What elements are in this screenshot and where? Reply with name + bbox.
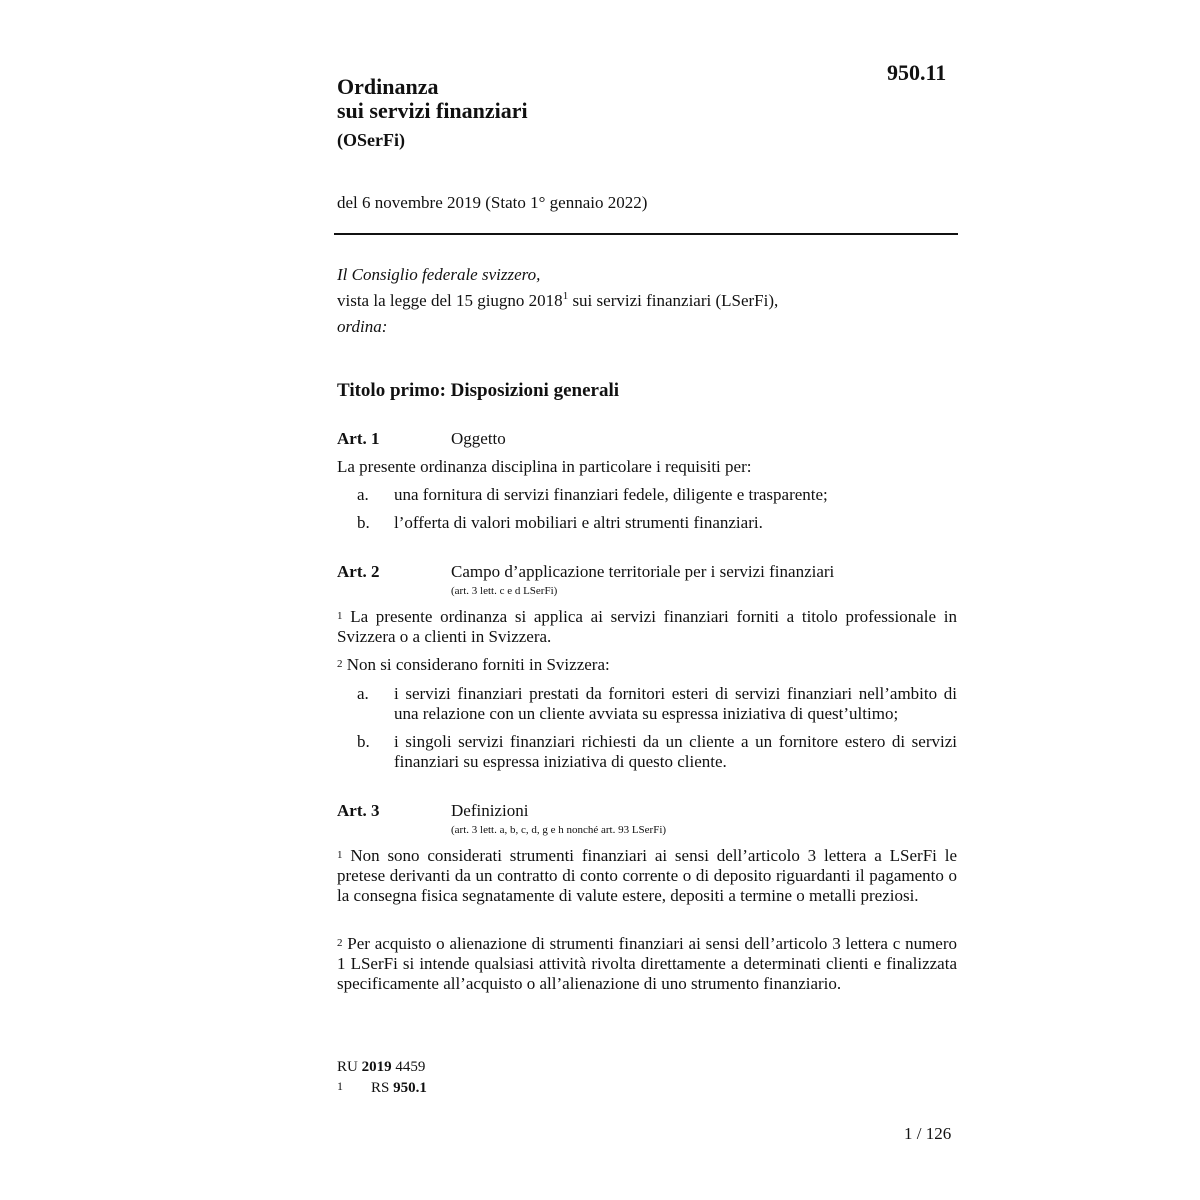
article-3-number: Art. 3 <box>337 801 380 820</box>
article-1-title: Oggetto <box>451 429 506 448</box>
article-2-item-a-letter: a. <box>357 684 369 703</box>
paragraph-text: Non sono considerati strumenti finanziari ai sensi dell’articolo 3 lettera a LSerFi le pretese derivanti da un contratto di conto corrente o di deposito riguardanti il pagamento o la consegna fisica segnatamente di valute estere, depositi a termine o metalli preziosi. <box>337 846 957 905</box>
preamble-authority: Il Consiglio federale svizzero, <box>337 265 541 284</box>
article-2-item-a-text: i servizi finanziari prestati da fornitori esteri di servizi finanziari nell’ambito di una relazione con un cliente avviata su espressa iniziativa di quest’ultimo; <box>394 684 957 723</box>
article-2-title: Campo d’applicazione territoriale per i servizi finanziari <box>451 562 835 581</box>
document-abbreviation: (OSerFi) <box>337 130 405 150</box>
preamble-basis <box>337 291 778 311</box>
article-1-item-a-text: una fornitura di servizi finanziari fedele, diligente e trasparente; <box>394 485 828 504</box>
document-date: del 6 novembre 2019 (Stato 1° gennaio 2022) <box>337 193 648 212</box>
article-3-paragraph-1 <box>337 846 957 906</box>
page-number: 1 / 126 <box>904 1124 952 1143</box>
article-1-number: Art. 1 <box>337 429 380 448</box>
preamble-basis-text: vista la legge del 15 giugno 2018 <box>337 291 563 310</box>
footnote-number: 1 <box>337 1079 343 1093</box>
article-3-title: Definizioni <box>451 801 529 820</box>
paragraph-number: 1 <box>337 610 343 622</box>
paragraph-number: 2 <box>337 937 343 949</box>
preamble-basis-text-end: sui servizi finanziari (LSerFi), <box>568 291 779 310</box>
preamble-ordina: ordina: <box>337 317 388 336</box>
paragraph-number: 1 <box>337 849 343 861</box>
paragraph-text: La presente ordinanza si applica ai servizi finanziari forniti a titolo professionale in Svizzera o a clienti in Svizzera. <box>337 607 957 646</box>
footnote-text <box>371 1080 427 1097</box>
header-divider <box>334 233 958 235</box>
article-3-reference: (art. 3 lett. a, b, c, d, g e h nonché art. 93 LSerFi) <box>451 824 667 836</box>
paragraph-number: 2 <box>337 658 343 670</box>
article-3-paragraph-2 <box>337 934 957 994</box>
article-1-item-a-letter: a. <box>357 485 369 504</box>
document-title-line1: Ordinanza <box>337 74 439 99</box>
article-2-paragraph-2 <box>337 655 957 675</box>
article-2-reference: (art. 3 lett. c e d LSerFi) <box>451 585 558 597</box>
article-2-item-b-letter: b. <box>357 732 370 751</box>
ru-prefix: RU <box>337 1059 358 1075</box>
article-1-intro: La presente ordinanza disciplina in particolare i requisiti per: <box>337 457 752 476</box>
ru-page: 4459 <box>395 1059 426 1075</box>
document-title-line2: sui servizi finanziari <box>337 98 528 123</box>
footnote-marker: 1 <box>562 290 569 302</box>
section-title: Titolo primo: Disposizioni generali <box>337 380 620 401</box>
footnote-prefix: RS <box>371 1080 390 1096</box>
article-1-item-b-text: l’offerta di valori mobiliari e altri strumenti finanziari. <box>394 513 763 532</box>
article-1-item-b-letter: b. <box>357 513 370 532</box>
ru-year: 2019 <box>361 1059 392 1075</box>
paragraph-text: Non si considerano forniti in Svizzera: <box>342 655 610 674</box>
official-compilation-reference <box>337 1059 425 1076</box>
footnote-sr-number: 950.1 <box>393 1080 427 1096</box>
article-2-number: Art. 2 <box>337 562 380 581</box>
article-2-paragraph-1 <box>337 607 957 647</box>
article-2-item-b-text: i singoli servizi finanziari richiesti da un cliente a un fornitore estero di servizi finanziari su espressa iniziativa di questo cliente. <box>394 732 957 771</box>
paragraph-text: Per acquisto o alienazione di strumenti finanziari ai sensi dell’articolo 3 lettera c numero 1 LSerFi si intende qualsiasi attività rivolta direttamente a determinati clienti e finalizzata specificamente all’acquisto o all’alienazione di uno strumento finanziario. <box>337 934 957 993</box>
sr-number: 950.11 <box>887 60 947 85</box>
